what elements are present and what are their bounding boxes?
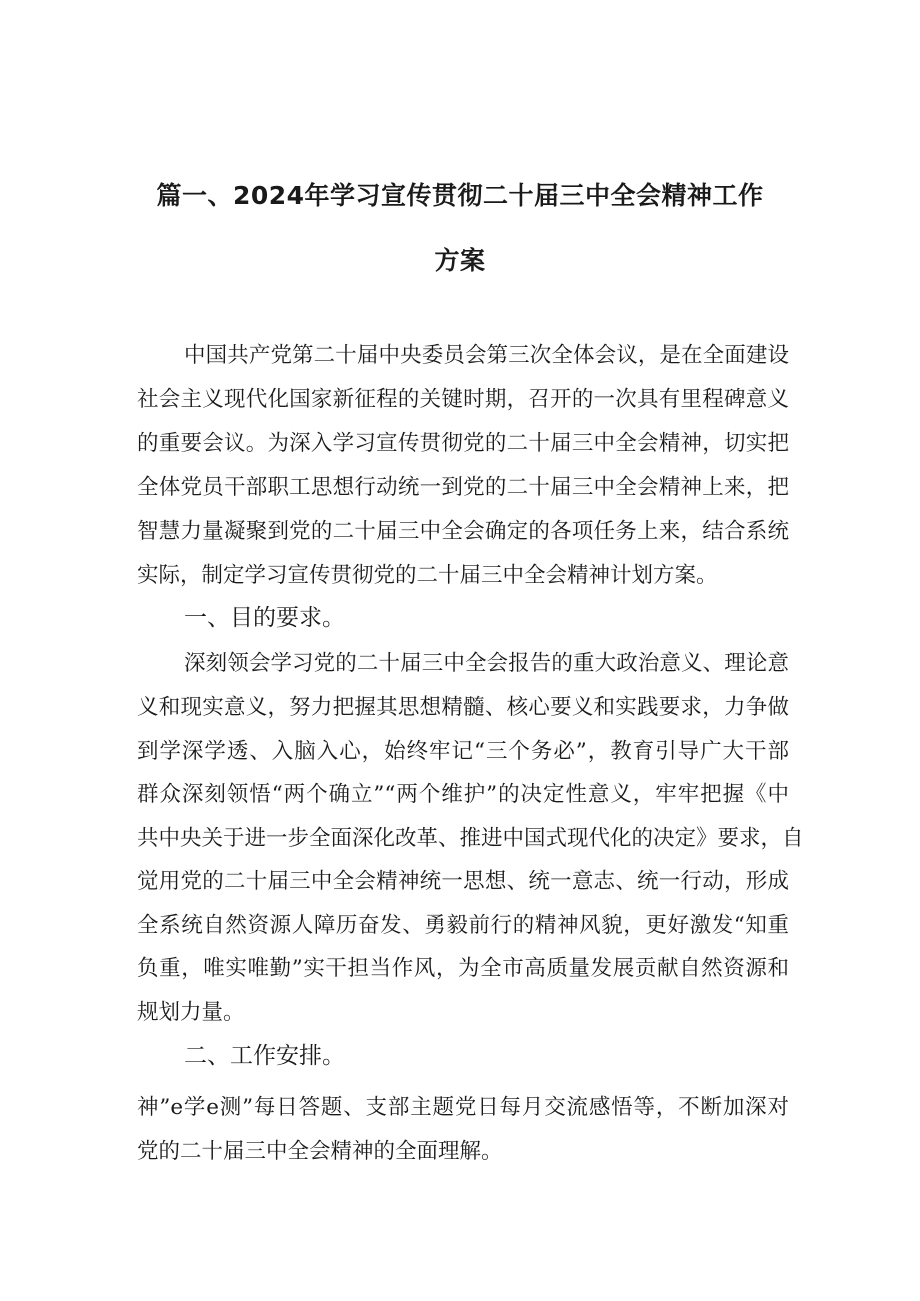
section1-paragraph-line: 共中央关于进一步全面深化改革、推进中国式现代化的决定》要求，自 <box>137 826 804 851</box>
section-heading-work-arrangement: 二、工作安排。 <box>184 1043 345 1069</box>
document-title-line-2: 方案 <box>434 246 486 275</box>
intro-paragraph-line: 实际，制定学习宣传贯彻党的二十届三中全会精神计划方案。 <box>137 563 718 588</box>
section2-paragraph-line: 神”e学e测”每日答题、支部主题党日每月交流感悟等，不断加深对 <box>137 1095 789 1120</box>
section1-paragraph-line: 义和现实意义，努力把握其思想精髓、核心要义和实践要求，力争做 <box>137 695 789 720</box>
section1-paragraph-line: 全系统自然资源人障历奋发、勇毅前行的精神风貌，更好激发“知重 <box>137 913 789 938</box>
intro-paragraph-line: 智慧力量凝聚到党的二十届三中全会确定的各项任务上来，结合系统 <box>137 519 789 544</box>
section1-paragraph-line: 群众深刻领悟“两个确立”“两个维护”的决定性意义，牢牢把握《中 <box>137 782 789 807</box>
intro-paragraph-line: 全体党员干部职工思想行动统一到党的二十届三中全会精神上来，把 <box>137 475 789 500</box>
document-title-line-1: 篇一、2024年学习宣传贯彻二十届三中全会精神工作 <box>156 181 764 210</box>
intro-paragraph-line: 社会主义现代化国家新征程的关键时期，召开的一次具有里程碑意义 <box>137 387 789 412</box>
section1-paragraph-line: 觉用党的二十届三中全会精神统一思想、统一意志、统一行动，形成 <box>137 869 789 894</box>
intro-paragraph-line: 中国共产党第二十届中央委员会第三次全体会议，是在全面建设 <box>184 343 789 368</box>
section1-paragraph-line: 规划力量。 <box>137 1000 245 1025</box>
section1-paragraph-line: 负重，唯实唯勤”实干担当作风，为全市高质量发展贡献自然资源和 <box>137 956 789 981</box>
section1-paragraph-line: 深刻领会学习党的二十届三中全会报告的重大政治意义、理论意 <box>184 651 789 676</box>
section1-paragraph-line: 到学深学透、入脑入心，始终牢记“三个务必”，教育引导广大干部 <box>137 739 789 764</box>
section2-paragraph-line: 党的二十届三中全会精神的全面理解。 <box>137 1139 503 1164</box>
section-heading-purpose: 一、目的要求。 <box>184 605 345 631</box>
intro-paragraph-line: 的重要会议。为深入学习宣传贯彻党的二十届三中全会精神，切实把 <box>137 431 789 456</box>
